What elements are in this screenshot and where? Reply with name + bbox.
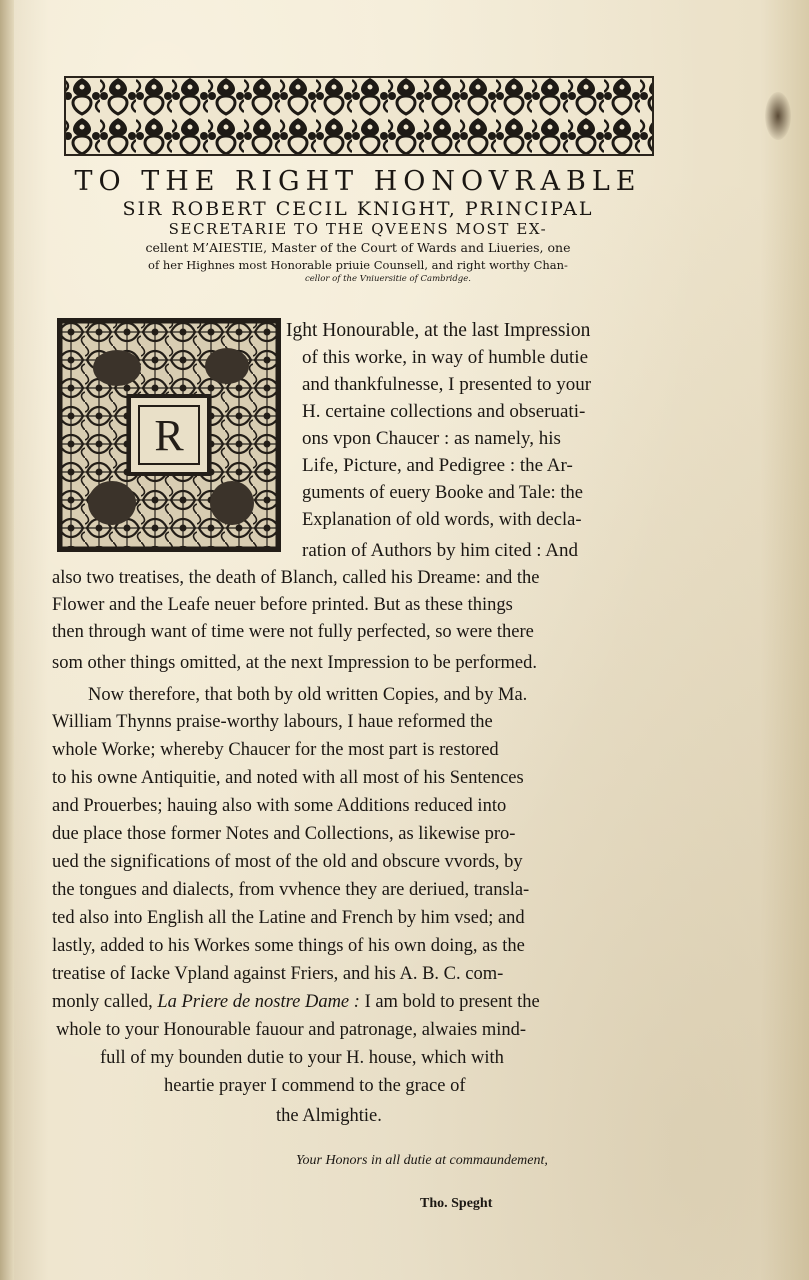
heading-line-4: cellent M’AIESTIE, Master of the Court of Wards and Liueries, one	[145, 240, 571, 255]
decorated-initial	[57, 318, 281, 552]
body-line-25-end: I am bold to present the	[364, 992, 540, 1012]
body-line-27: full of my bounden dutie to your H. house, which with	[100, 1048, 504, 1068]
body-line-10: also two treatises, the death of Blanch, called his Dreame: and the	[52, 568, 540, 588]
heading-line-3: SECRETARIE TO THE QVEENS MOST EX-	[168, 220, 548, 238]
body-line-1: Ight Honourable, at the last Impression	[286, 320, 591, 341]
ink-stain	[765, 92, 791, 140]
body-line-14: Now therefore, that both by old written Copies, and by Ma.	[88, 685, 528, 705]
page-gutter-shadow	[0, 0, 14, 1280]
body-line-4: H. certaine collections and obseruati-	[302, 401, 586, 422]
body-line-11: Flower and the Leafe neuer before printed. But as these things	[52, 595, 513, 615]
body-line-2: of this worke, in way of humble dutie	[302, 347, 589, 368]
body-line-7: guments of euery Booke and Tale: the	[302, 483, 583, 503]
heading-line-5: of her Highnes most Honorable priuie Counsell, and right worthy Chan-	[148, 258, 568, 272]
body-line-24: treatise of Iacke Vpland against Friers, and his A. B. C. com-	[52, 964, 504, 984]
body-line-22: ted also into English all the Latine and French by him vsed; and	[52, 908, 525, 928]
body-line-23: lastly, added to his Workes some things of his own doing, as the	[52, 936, 525, 956]
body-line-8: Explanation of old words, with decla-	[302, 510, 582, 530]
body-line-3: and thankfulnesse, I presented to your	[302, 374, 592, 395]
body-line-5: ons vpon Chaucer : as namely, his	[302, 428, 561, 449]
body-line-25	[52, 989, 540, 1015]
body-line-19: due place those former Notes and Collections, as likewise pro-	[52, 824, 516, 844]
signature: Tho. Speght	[420, 1196, 493, 1211]
heading-line-2: SIR ROBERT CECIL KNIGHT, PRINCIPAL	[122, 198, 594, 220]
body-line-6: Life, Picture, and Pedigree : the Ar-	[302, 455, 573, 476]
body-line-12: then through want of time were not fully perfected, so were there	[52, 622, 534, 642]
heading-line-6: cellor of the Vniuersitie of Cambridge.	[305, 274, 471, 284]
body-line-20: ued the significations of most of the old and obscure vvords, by	[52, 852, 523, 872]
prayer-title: La Priere de nostre Dame :	[157, 992, 360, 1012]
dedication-heading	[48, 166, 668, 285]
body-line-15: William Thynns praise-worthy labours, I haue reformed the	[52, 712, 493, 732]
body-line-16: whole Worke; whereby Chaucer for the most part is restored	[52, 740, 499, 760]
body-line-26: whole to your Honourable fauour and patronage, alwaies mind-	[56, 1020, 527, 1040]
body-line-29: the Almightie.	[276, 1106, 382, 1126]
body-line-28: heartie prayer I commend to the grace of	[164, 1076, 466, 1096]
closing-salutation: Your Honors in all dutie at commaundement,	[296, 1153, 548, 1168]
body-line-21: the tongues and dialects, from vvhence they are deriued, transla-	[52, 880, 530, 900]
body-line-17: to his owne Antiquitie, and noted with all most of his Sentences	[52, 768, 524, 788]
body-line-18: and Prouerbes; hauing also with some Additions reduced into	[52, 796, 507, 816]
body-line-13: som other things omitted, at the next Impression to be performed.	[52, 653, 538, 673]
heading-line-1: TO THE RIGHT HONOVRABLE	[74, 166, 642, 197]
body-line-9: ration of Authors by him cited : And	[302, 540, 579, 561]
ornamental-headpiece	[64, 76, 654, 156]
body-line-25-start: monly called,	[52, 992, 153, 1012]
initial-letter-r: R	[154, 411, 184, 460]
